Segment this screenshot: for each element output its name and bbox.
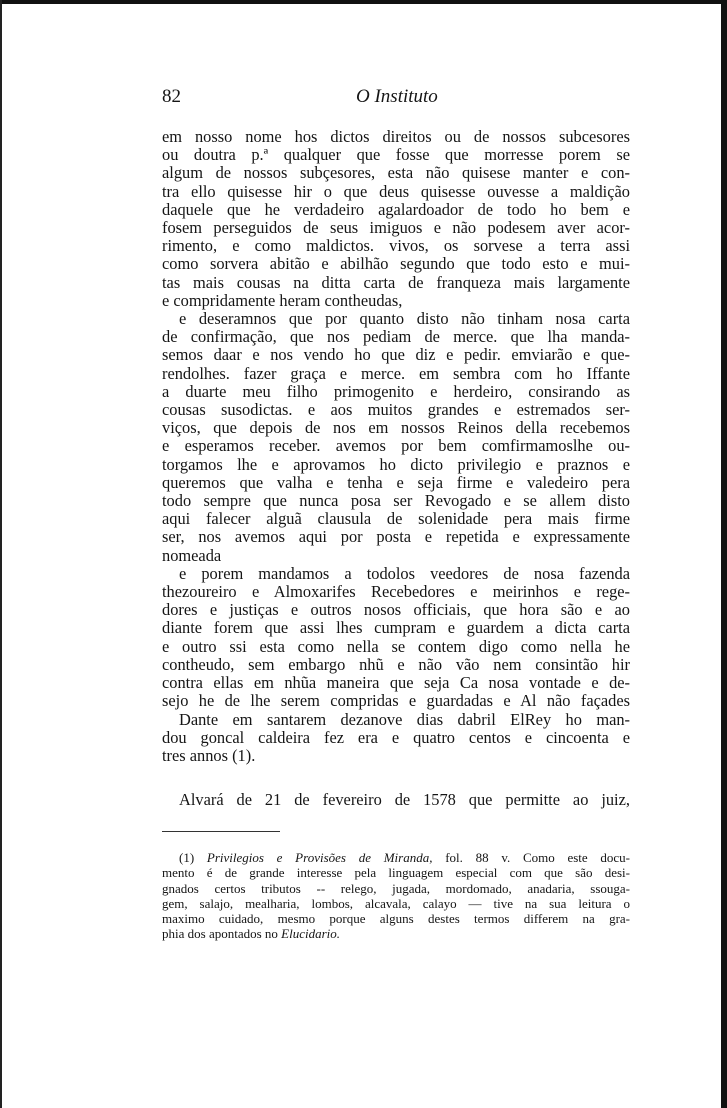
text-line: dou goncal caldeira fez era e quatro centos e cincoenta e xyxy=(162,727,630,747)
text-line: ou doutra p.ª qualquer que fosse que morresse porem se xyxy=(162,145,630,165)
footnote-line: maximo cuidado, mesmo porque alguns destes termos differem na gra- xyxy=(162,911,630,927)
text-line: daquele que he verdadeiro agalardoador de todo ho bem e xyxy=(162,199,630,219)
text-line: em nosso nome hos dictos direitos ou de nossos subcesores xyxy=(162,127,630,146)
text-line: rendolhes. fazer graça e merce. em sembra com ho Iffante xyxy=(162,363,630,383)
footnote-line: gnados certos tributos -- relego, jugada, mordomado, anadaria, ssouga- xyxy=(162,880,630,896)
text-line: aqui falecer alguã clausula de solenidade pera mais firme xyxy=(162,509,630,529)
text-line: rimento, e como maldictos. vivos, os sorvese a terra assi xyxy=(162,236,630,256)
text-line: tas mais cousas na ditta carta de franqueza mais largamente xyxy=(162,272,630,292)
body-text xyxy=(162,128,630,809)
text-line: cousas susodictas. e aos muitos grandes e estremados ser- xyxy=(162,400,630,420)
text-line: tra ello quisesse hir o que deus quisesse ouvesse a maldição xyxy=(162,181,630,201)
footnote-text: phia dos apontados no xyxy=(162,926,278,942)
text-line: dores e justiças e outros nosos officiais, que hora são e ao xyxy=(162,600,630,620)
text-line: contra ellas em nhũa maneira que seja Ca nosa vontade e de- xyxy=(162,673,630,693)
scan-edge-left xyxy=(0,0,2,1108)
text-line: de confirmação, que nos pediam de merce. que lha manda- xyxy=(162,327,630,347)
footnote xyxy=(162,850,630,942)
footnote-rule xyxy=(162,831,280,832)
footnote-marker: (1) xyxy=(179,850,195,865)
footnote-reference-title: Elucidario. xyxy=(281,926,341,942)
text-line: torgamos lhe e aprovamos ho dicto privilegio e praznos e xyxy=(162,454,630,474)
paragraph-start: Alvará de 21 de fevereiro de 1578 que permitte ao juiz, xyxy=(179,790,630,810)
text-line: a duarte meu filho primogenito e herdeiro, consirando as xyxy=(162,381,630,401)
footnote-line: mento é de grande interesse pela linguagem especial com que são desi- xyxy=(162,865,630,881)
text-line: nomeada xyxy=(162,545,222,565)
text-line: todo sempre que nunca posa ser Revogado e se allem disto xyxy=(162,491,630,511)
text-line: algum de nossos subçesores, esta não quisese manter e con- xyxy=(162,163,630,183)
text-line: e outro ssi esta como nella se contem digo como nella he xyxy=(162,636,630,656)
paragraph-start: e deseramnos que por quanto disto não tinham nosa carta xyxy=(179,309,630,329)
footnote-line: gem, salajo, mealharia, lombos, alcavala, calayo — tive na sua leitura o xyxy=(162,895,630,911)
paragraph-gap xyxy=(162,765,630,791)
text-line: thezoureiro e Almoxarifes Recebedores e meirinhos e rege- xyxy=(162,582,630,602)
footnote-text: fol. 88 v. Como este docu- xyxy=(445,850,631,865)
text-line: sejo he de lhe serem compridas e guardadas e Al não façades xyxy=(162,691,630,711)
text-line: contheudo, sem embargo nhũ e não vão nem consintão hir xyxy=(162,654,630,674)
footnote-line xyxy=(162,850,630,865)
text-line: fosem perseguidos de seus imiguos e não podesem aver acor- xyxy=(162,218,630,238)
paragraph-start: Dante em santarem dezanove dias dabril ElRey ho man- xyxy=(179,709,630,729)
text-line: ser, nos avemos aqui por posta e repetida e expressamente xyxy=(162,527,630,547)
scan-edge-right xyxy=(721,0,727,1108)
text-line: e esperamos receber. avemos por bem comfirmamoslhe ou- xyxy=(162,436,630,456)
text-line: como sorvera abitão e abilhão segundo que todo esto e mui- xyxy=(162,254,630,274)
footnote-source-title: Privilegios e Provisões de Miranda, xyxy=(206,850,433,865)
page-number: 82 xyxy=(162,86,181,107)
scan-edge-top xyxy=(0,0,727,4)
text-line: queremos que valha e tenha e seja firme e valedeiro pera xyxy=(162,472,630,492)
text-line: semos daar e nos vendo ho que diz e pedir. emviarão e que- xyxy=(162,345,630,365)
footnote-line xyxy=(162,926,630,941)
text-line: viços, que depois de nos em nossos Reinos della recebemos xyxy=(162,418,630,438)
text-line: tres annos (1). xyxy=(162,745,256,765)
page-header xyxy=(162,86,630,110)
paragraph-start: e porem mandamos a todolos veedores de nosa fazenda xyxy=(179,563,630,583)
text-line: e compridamente heram contheudas, xyxy=(162,290,403,310)
text-line: diante forem que assi lhes cumpram e guardem a dicta carta xyxy=(162,618,630,638)
running-title: O Instituto xyxy=(356,86,438,107)
